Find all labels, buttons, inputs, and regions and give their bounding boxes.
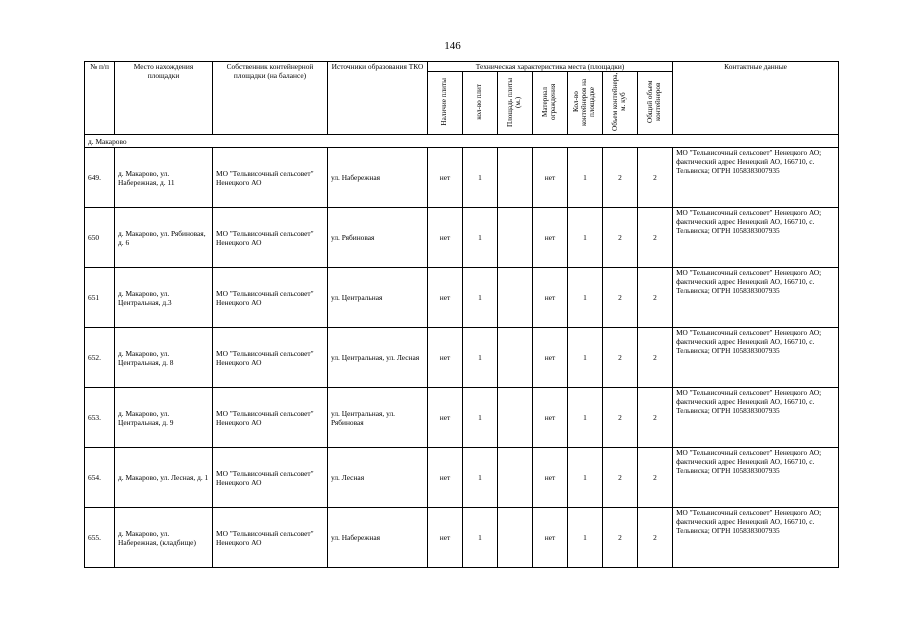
header-volume: Объем контейнера, м. куб bbox=[611, 72, 627, 132]
row-containers: 1 bbox=[568, 208, 603, 268]
row-location: д. Макарово, ул. Центральная, д. 8 bbox=[115, 328, 213, 388]
table-row bbox=[85, 208, 839, 268]
row-num: 649. bbox=[85, 148, 115, 208]
row-fence: нет bbox=[533, 328, 568, 388]
header-contacts: Контактные данные bbox=[673, 62, 839, 135]
row-slab-area bbox=[498, 208, 533, 268]
table-row bbox=[85, 328, 839, 388]
row-slab-count: 1 bbox=[463, 148, 498, 208]
row-contact: МО "Тельвисочный сельсовет" Ненецкого АО; фактический адрес Ненецкий АО, 166710, с. Тельвиска; ОГРН 1058383007935 bbox=[673, 508, 839, 568]
row-fence: нет bbox=[533, 268, 568, 328]
row-location: д. Макарово, ул. Центральная, д. 9 bbox=[115, 388, 213, 448]
table-row bbox=[85, 268, 839, 328]
row-slab: нет bbox=[428, 508, 463, 568]
row-num: 651 bbox=[85, 268, 115, 328]
row-fence: нет bbox=[533, 508, 568, 568]
row-owner: МО "Тельвисочный сельсовет" Ненецкого АО bbox=[213, 388, 328, 448]
row-sources: ул. Набережная bbox=[328, 508, 428, 568]
header-sources: Источники образования ТКО bbox=[328, 62, 428, 135]
row-sources: ул. Лесная bbox=[328, 448, 428, 508]
row-containers: 1 bbox=[568, 448, 603, 508]
row-slab-count: 1 bbox=[463, 268, 498, 328]
row-contact: МО "Тельвисочный сельсовет" Ненецкого АО; фактический адрес Ненецкий АО, 166710, с. Тельвиска; ОГРН 1058383007935 bbox=[673, 208, 839, 268]
row-containers: 1 bbox=[568, 388, 603, 448]
row-volume: 2 bbox=[603, 448, 638, 508]
row-location: д. Макарово, ул. Набережная, д. 11 bbox=[115, 148, 213, 208]
row-owner: МО "Тельвисочный сельсовет" Ненецкого АО bbox=[213, 148, 328, 208]
row-contact: МО "Тельвисочный сельсовет" Ненецкого АО; фактический адрес Ненецкий АО, 166710, с. Тельвиска; ОГРН 1058383007935 bbox=[673, 148, 839, 208]
table-row bbox=[85, 388, 839, 448]
row-containers: 1 bbox=[568, 508, 603, 568]
row-total-volume: 2 bbox=[638, 148, 673, 208]
header-tech: Техническая характеристика места (площадки) bbox=[428, 62, 673, 72]
row-slab-area bbox=[498, 268, 533, 328]
row-volume: 2 bbox=[603, 148, 638, 208]
row-fence: нет bbox=[533, 208, 568, 268]
row-slab: нет bbox=[428, 148, 463, 208]
row-contact: МО "Тельвисочный сельсовет" Ненецкого АО; фактический адрес Ненецкий АО, 166710, с. Тельвиска; ОГРН 1058383007935 bbox=[673, 328, 839, 388]
row-slab-count: 1 bbox=[463, 388, 498, 448]
row-owner: МО "Тельвисочный сельсовет" Ненецкого АО bbox=[213, 208, 328, 268]
row-containers: 1 bbox=[568, 328, 603, 388]
row-owner: МО "Тельвисочный сельсовет" Ненецкого АО bbox=[213, 268, 328, 328]
row-slab-area bbox=[498, 148, 533, 208]
row-volume: 2 bbox=[603, 328, 638, 388]
header-owner: Собственник контейнерной площадки (на балансе) bbox=[213, 62, 328, 135]
row-total-volume: 2 bbox=[638, 448, 673, 508]
row-sources: ул. Центральная, ул. Лесная bbox=[328, 328, 428, 388]
row-slab: нет bbox=[428, 328, 463, 388]
header-slab-count: кол-во плит bbox=[475, 84, 484, 120]
row-owner: МО "Тельвисочный сельсовет" Ненецкого АО bbox=[213, 328, 328, 388]
header-slab-area: Площадь плиты (м.) bbox=[506, 77, 522, 127]
row-containers: 1 bbox=[568, 268, 603, 328]
row-contact: МО "Тельвисочный сельсовет" Ненецкого АО; фактический адрес Ненецкий АО, 166710, с. Тельвиска; ОГРН 1058383007935 bbox=[673, 388, 839, 448]
row-slab: нет bbox=[428, 268, 463, 328]
row-sources: ул. Набережная bbox=[328, 148, 428, 208]
table-row bbox=[85, 508, 839, 568]
row-sources: ул. Рябиновая bbox=[328, 208, 428, 268]
row-sources: ул. Центральная, ул. Рябиновая bbox=[328, 388, 428, 448]
row-num: 653. bbox=[85, 388, 115, 448]
header-slab: Наличие плиты bbox=[440, 78, 449, 126]
row-volume: 2 bbox=[603, 208, 638, 268]
row-num: 655. bbox=[85, 508, 115, 568]
table-row bbox=[85, 148, 839, 208]
row-num: 652. bbox=[85, 328, 115, 388]
row-volume: 2 bbox=[603, 388, 638, 448]
row-volume: 2 bbox=[603, 268, 638, 328]
row-slab: нет bbox=[428, 388, 463, 448]
row-contact: МО "Тельвисочный сельсовет" Ненецкого АО; фактический адрес Ненецкий АО, 166710, с. Тельвиска; ОГРН 1058383007935 bbox=[673, 448, 839, 508]
row-num: 654. bbox=[85, 448, 115, 508]
row-location: д. Макарово, ул. Набережная, (кладбище) bbox=[115, 508, 213, 568]
table-row bbox=[85, 448, 839, 508]
row-total-volume: 2 bbox=[638, 268, 673, 328]
row-sources: ул. Центральная bbox=[328, 268, 428, 328]
page-number: 146 bbox=[444, 40, 461, 52]
row-slab: нет bbox=[428, 448, 463, 508]
row-num: 650 bbox=[85, 208, 115, 268]
row-location: д. Макарово, ул. Центральная, д.3 bbox=[115, 268, 213, 328]
row-volume: 2 bbox=[603, 508, 638, 568]
row-total-volume: 2 bbox=[638, 208, 673, 268]
row-location: д. Макарово, ул. Рябиновая, д. 6 bbox=[115, 208, 213, 268]
group-label: д. Макарово bbox=[85, 135, 839, 148]
row-location: д. Макарово, ул. Лесная, д. 1 bbox=[115, 448, 213, 508]
header-num: № п/п bbox=[85, 62, 115, 135]
row-total-volume: 2 bbox=[638, 388, 673, 448]
row-slab-count: 1 bbox=[463, 328, 498, 388]
header-location: Место нахождения площадки bbox=[115, 62, 213, 135]
row-slab-area bbox=[498, 388, 533, 448]
header-row bbox=[85, 62, 839, 72]
header-containers: Кол-во контейнеров на площадке bbox=[572, 78, 596, 126]
row-contact: МО "Тельвисочный сельсовет" Ненецкого АО; фактический адрес Ненецкий АО, 166710, с. Тельвиска; ОГРН 1058383007935 bbox=[673, 268, 839, 328]
row-owner: МО "Тельвисочный сельсовет" Ненецкого АО bbox=[213, 448, 328, 508]
registry-table bbox=[84, 61, 839, 568]
row-slab-area bbox=[498, 508, 533, 568]
row-owner: МО "Тельвисочный сельсовет" Ненецкого АО bbox=[213, 508, 328, 568]
row-slab: нет bbox=[428, 208, 463, 268]
group-row bbox=[85, 135, 839, 148]
row-slab-area bbox=[498, 328, 533, 388]
row-total-volume: 2 bbox=[638, 328, 673, 388]
row-slab-count: 1 bbox=[463, 208, 498, 268]
row-fence: нет bbox=[533, 148, 568, 208]
header-total-volume: Общий объем контейнеров bbox=[646, 80, 663, 124]
row-fence: нет bbox=[533, 388, 568, 448]
row-slab-count: 1 bbox=[463, 448, 498, 508]
row-fence: нет bbox=[533, 448, 568, 508]
row-containers: 1 bbox=[568, 148, 603, 208]
row-total-volume: 2 bbox=[638, 508, 673, 568]
row-slab-count: 1 bbox=[463, 508, 498, 568]
header-fence: Материал ограждения bbox=[541, 83, 557, 121]
row-slab-area bbox=[498, 448, 533, 508]
